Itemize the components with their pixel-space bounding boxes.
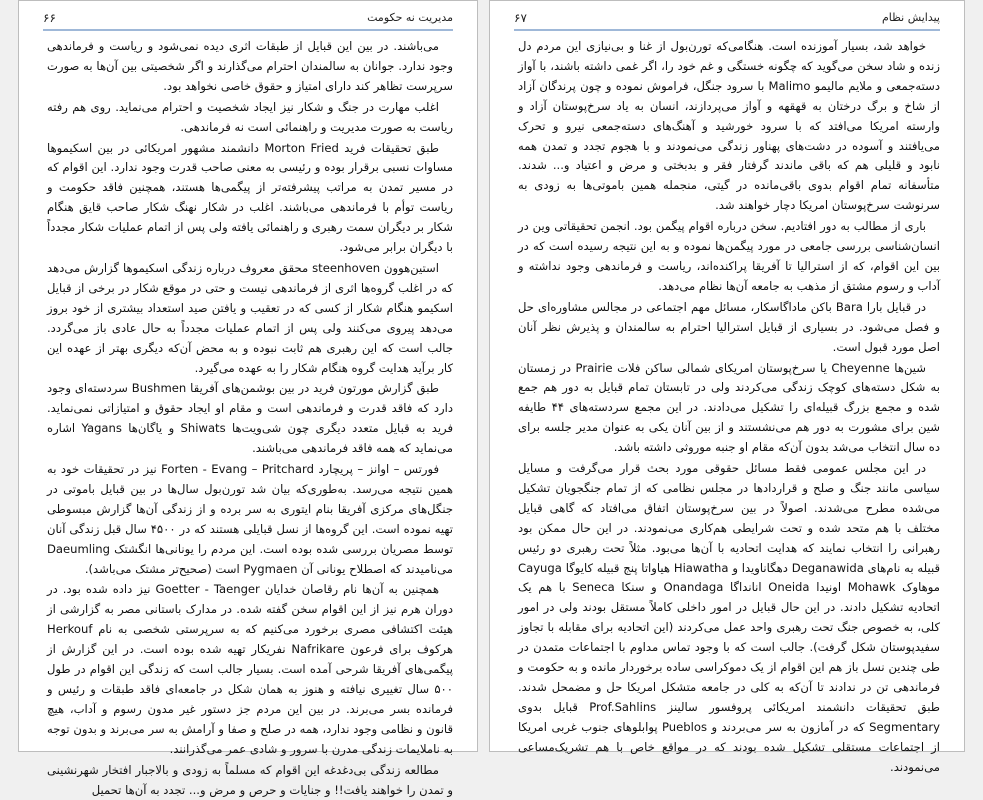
paragraph: شین‌ها Cheyenne یا سرخ‌پوستان امریکای شمالی ساکن فلات Prairie در زمستان به شکل دسته‌های کوچک زندگی می‌کردند ولی در تابستان تمام قبایل به دور هم جمع شده و مجمع بزرگ قبیله‌ای را تشکیل می‌دادند. در این مجمع سردسته‌های ۴۴ طایفه شین برای مشورت به دور هم می‌نشستند و از بین آنان یکی به عنوان مدیر جلسه برای ده سال انتخاب می‌شد بدون آن‌که مقام او جنبه موروثی داشته باشد. bbox=[518, 360, 940, 455]
right-page-number: ۶۷ bbox=[514, 11, 527, 25]
paragraph: طبق تحقیقات فرید Morton Fried دانشمند مشهور امریکائی در بین اسکیموها مساوات نسبی برقرار بوده و رئیسی به معنی صاحب قدرت وجود ندارد. این اقوام که در مسیر تمدن به مراتب پیشرفته‌تر از پیگمی‌ها هستند، همچنین فاقد حکومت و ریاست توأم با فرماندهی می‌باشند. اغلب در شکار نهنگ شکار صاحب قایق هنگام شکار بر دیگران سمت رهبری و راهنمائی یافته ولی پس از اتمام عملیات شکار مجدداً با دیگران برابر می‌شود. bbox=[47, 140, 453, 255]
paragraph: فورتس – اوانز – پریچارد Forten - Evang – Pritchard نیز در تحقیقات خود به همین نتیجه می‌رسد. به‌طوری‌که بیان شد تورن‌بول سال‌ها در بین قبایل باموتی در جنگل‌های مرکزی آفریقا بنام ایتوری به سر برده و از زندگی آن‌ها گزارش مبسوطی تهیه نموده است. این گروه‌ها از نسل قبایلی هستند که در ۴۵۰۰ سال قبل زندگی آنان توسط مصریان بررسی شده بوده است. این مردم را یونانی‌ها انگشتک Daeumling می‌نامیدند که اصطلاح یونانی آن Pygmaen است (صحیح‌تر مشتک می‌باشد). bbox=[47, 462, 453, 576]
paragraph: مطالعه زندگی بی‌دغدغه این اقوام که مسلماً به زودی و بالاجبار افتخار شهرنشینی و تمدن را خواهند یافت!! و جنایات و حرص و مرض و... تجدد به آن‌ها تحمیل bbox=[47, 762, 453, 797]
paragraph: خواهد شد، بسیار آموزنده است. هنگامی‌که تورن‌بول از غنا و بی‌نیازی این مردم دل زنده و شاد سخن می‌گوید که چگونه خستگی و غم خود را، اگر غمی داشته باشند، با آواز دسته‌جمعی و ملایم مالیمو Malimo با سرود جنگل، فراموش نموده و چون پرندگان آزاد از شاخ و برگ درختان به قهقهه و آواز می‌پردازند، انسان به یاد سرخ‌پوستان آزاد و وارسته امریکا می‌افتد که با سرود خورشید و آهنگ‌های دسته‌جمعی نیرو و تحرک می‌یافتند و آسوده در دشت‌های پهناور زندگی می‌نمودند و با هجوم تجدد و تمدن همه نابود و قلیلی هم که باقی ماندند گرفتار فقر و بدبختی و مرض و اعتیاد و... شدند. متأسفانه تمام اقوام بدوی باقی‌مانده در گیتی، منجمله همین باموتی‌ها به زودی به سرنوشت سرخ‌پوستان امریکا دچار خواهند شد. bbox=[518, 39, 940, 213]
paragraph: استین‌هوون steenhoven محقق معروف درباره زندگی اسکیموها گزارش می‌دهد که در اغلب گروه‌ها اثری از فرماندهی نیست و حتی در موقع شکار در برخی از قبایل اسکیمو هنگام شکار از کسی که در تعقیب و یافتن صید استعداد بیشتری از خود بروز می‌دهد پیروی می‌کنند ولی پس از اتمام عملیات مجدداً به حال عادی باز می‌گردد. جالب است که این رهبری هم ثابت نبوده و به محض آن‌که دیگری بهتر از عهده این کار برآید هدایت گروه هنگام شکار را به عهده می‌گیرد. bbox=[47, 260, 453, 375]
left-page-number: ۶۶ bbox=[43, 11, 56, 25]
left-page-header bbox=[43, 9, 453, 31]
left-page-body bbox=[47, 37, 454, 797]
paragraph: طبق گزارش مورتون فرید در بین بوشمن‌های آفریقا Bushmen سردسته‌ای وجود دارد که فاقد قدرت و فرماندهی است و مقام او ایجاد حقوق و امتیازاتی نمی‌نماید. فرید به قبایل متعدد دیگری چون شی‌ویت‌ها Shiwats و یاگان‌ها Yagans اشاره می‌نماید که همه فاقد فرماندهی می‌باشند. bbox=[47, 381, 453, 456]
right-running-title: پیدایش نظام bbox=[881, 11, 940, 24]
paragraph: اغلب مهارت در جنگ و شکار نیز ایجاد شخصیت و احترام می‌نماید. روی هم رفته ریاست به صورت مدیریت و راهنمائی است نه فرماندهی. bbox=[47, 99, 453, 134]
right-page-body bbox=[518, 37, 941, 774]
left-running-title: مدیریت نه حکومت bbox=[367, 11, 453, 24]
right-page-header bbox=[514, 9, 940, 31]
left-page bbox=[18, 0, 478, 797]
paragraph: می‌باشند. در بین این قبایل از طبقات اثری دیده نمی‌شود و ریاست و فرماندهی وجود ندارد. جوانان به سالمندان احترام می‌گذارند و اگر شخصیتی بین آن‌ها به صورت سرپرست تظاهر کند دارای امتیاز و حقوق خاصی نخواهد بود. bbox=[47, 39, 453, 93]
paragraph: همچنین به آن‌ها نام رقاصان خدایان Goetter - Taenger نیز داده شده بود. در دوران هرم نیز از این اقوام سخن گفته شده. در مدارک باستانی مصر به گزارشی از هیئت اکتشافی مصری برخورد می‌کنیم که به سرپرستی شخصی به نام Herkouf هرکوف برای فرعون Nafrikare نفریکار تهیه شده بوده است. در این گزارش از پیگمی‌های آفریقا شرحی آمده است. بسیار جالب است که زندگی این اقوام در طول ۵۰۰ سال تغییری نیافته و هنوز به همان شکل در جامعه‌ای فاقد طبقات و رئیس و فرمانده بسر می‌برند. در بین این مردم جز دستور غیر مدون رسوم و آداب، هیچ قانون و نظامی وجود ندارد، همه در صلح و صفا و آرامش به سر می‌برند و بدون توجه به ناملایمات زندگی مدرن با سرور و شادی عمر می‌گذرانند. bbox=[47, 582, 454, 756]
right-page bbox=[489, 0, 965, 774]
paragraph: در قبایل بارا Bara باکن ماداگاسکار، مسائل مهم اجتماعی در مجالس مشاوره‌ای حل و فصل می‌شود. در بسیاری از قبایل استرالیا احترام به سالمندان و پذیرش نظر آنان اصل مورد قبول است. bbox=[518, 299, 940, 354]
paragraph: در این مجلس عمومی فقط مسائل حقوقی مورد بحث قرار می‌گرفت و مسایل سیاسی مانند جنگ و صلح و قراردادها در مجلس نظامی که از تمام جنگجویان تشکیل می‌شده مطرح می‌شدند. اصولاً در بین سرخ‌پوستان اتفاق می‌افتاد که گاهی قبایل مختلف با هم متحد شده و تحت شرایطی هم‌کاری می‌نمودند. در این حال ممکن بود رهبرانی را انتخاب نمایند که هدایت اتحادیه با آن‌ها می‌بود. مثلاً تحت رهبری دو رئیس قبیله به نام‌های Deganawida دهگاناویدا و Hiawatha هیاواتا پنج قبیله کایوگا Cayuga موهاوک Mohawk اونیدا Oneida انانداگا Onandaga و سنکا Seneca با هم یک اتحادیه تشکیل دادند. در این حال قبایل در امور داخلی کاملاً مستقل بودند ولی در امور کلی، به خصوص جنگ تحت رهبری واحد عمل می‌کردند (این اتحادیه برای مقابله با تجاوز سفیدپوستان شکل گرفت). جالب است که با وجود تماس مداوم با اجتماعات متمدن در طی چندین نسل باز هم این اقوام از یک دموکراسی ساده برخوردار مانده و به حکومت و فرماندهی تن در ندادند تا آن‌که به کلی در جامعه متشکل امریکا حل و مضمحل شدند. طبق تحقیقات دانشمند امریکائی پروفسور سالینز Prof.Sahlins قبایل بدوی Segmentary که در آمازون به سر می‌بردند و Pueblos پوابلوهای جنوب غربی امریکا از اجتماعات مستقلی تشکیل شده بودند که در مواقع خاص با هم تشریک‌مساعی می‌نمودند. bbox=[518, 461, 941, 774]
paragraph: باری از مطالب به دور افتادیم. سخن درباره اقوام پیگمن بود. انجمن تحقیقاتی وین در انسان‌شناسی بررسی جامعی در مورد پیگمن‌ها نموده و به این نتیجه رسیده است که در بین این اقوام، که از استرالیا تا آفریقا پراکنده‌اند، ریاست و فرماندهی وجود نداشته و آداب و رسوم مشتق از مذهب به جامعه آن‌ها نظام می‌دهد. bbox=[518, 219, 940, 293]
